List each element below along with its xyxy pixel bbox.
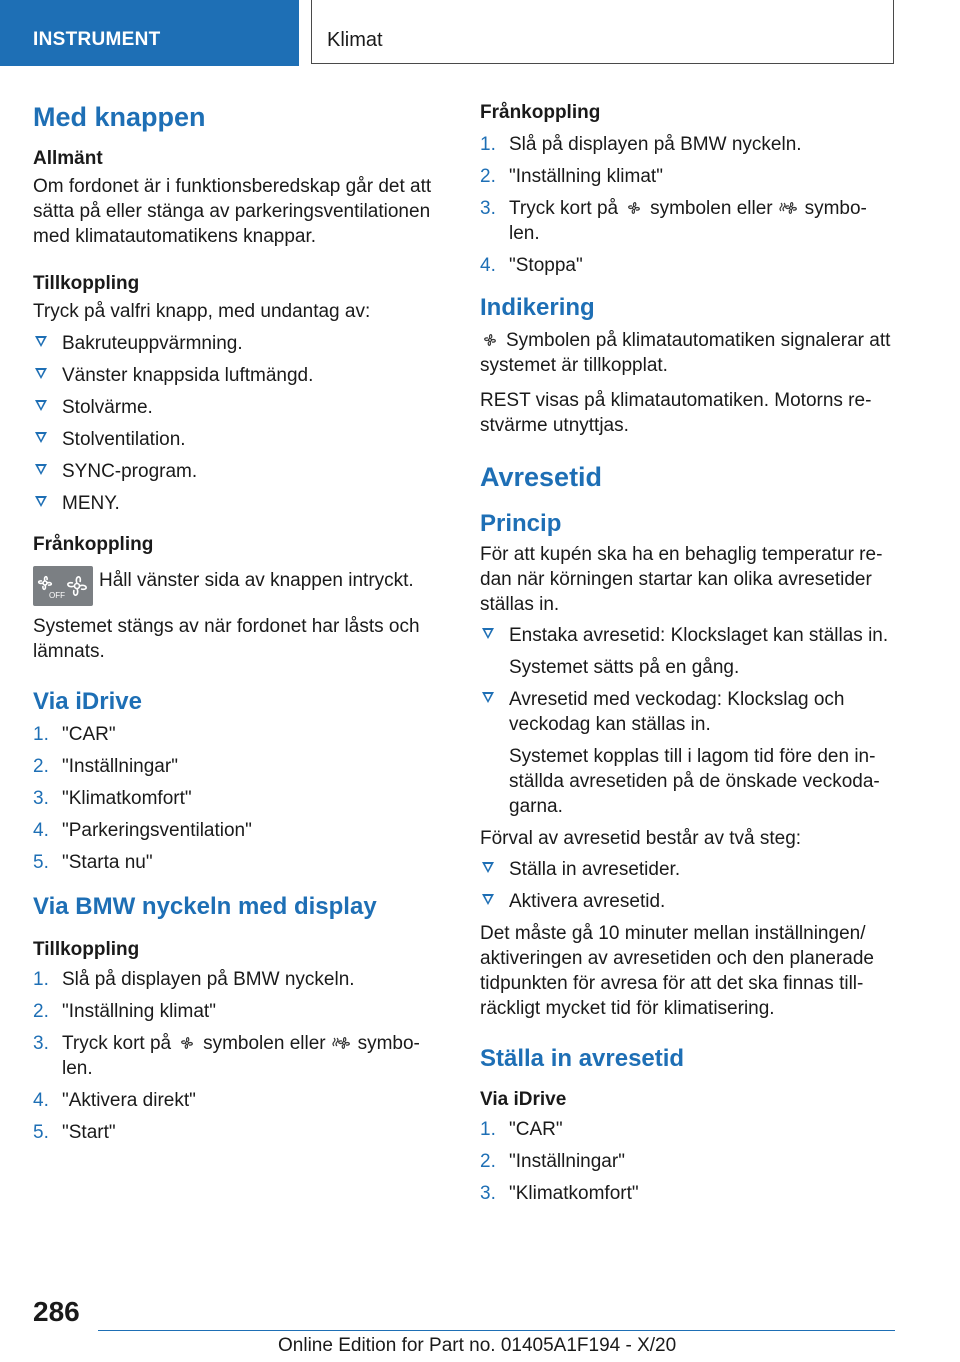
list-item: 1. "CAR" <box>480 1119 563 1140</box>
list-item: Avresetid med veckodag: Klockslag och veckodag kan ställas in. <box>480 687 895 737</box>
heading-allmant: Allmänt <box>33 148 103 169</box>
heading-via-bmw-nyckeln: Via BMW nyckeln med display <box>33 893 377 920</box>
list-item: 5. "Start" <box>33 1122 116 1143</box>
list-item: 2. "Inställning klimat" <box>33 1001 216 1022</box>
list-item: 1. Slå på displayen på BMW nyckeln. <box>33 969 355 990</box>
heading-stalla-in-avresetid: Ställa in avresetid <box>480 1045 685 1072</box>
fan-heat-icon <box>332 1034 352 1052</box>
list-item: 2. "Inställning klimat" <box>480 166 663 187</box>
forval-steps <box>480 857 895 914</box>
triangle-bullet-icon <box>35 400 47 411</box>
button-off-label: OFF <box>49 591 65 600</box>
paragraph-systemet: Systemet stängs av när fordonet har låsts och lämnats. <box>33 616 420 662</box>
list-item-note: Systemet kopplas till i lagom tid före den in-ställda avresetiden på de önskade veckoda-garna. <box>509 746 880 817</box>
right-column <box>480 100 895 1216</box>
heading-frankoppling-right: Frånkoppling <box>480 102 601 123</box>
heading-tillkoppling: Tillkoppling <box>33 273 140 294</box>
fan-icon <box>177 1034 197 1052</box>
heading-frankoppling: Frånkoppling <box>33 534 154 555</box>
list-item: Aktivera avresetid. <box>480 889 895 914</box>
list-item: Vänster knappsida luftmängd. <box>33 363 438 388</box>
triangle-bullet-icon <box>482 894 494 905</box>
paragraph-indikering: Symbolen på klimatautomatiken signalerar att systemet är tillkopplat. <box>480 330 891 376</box>
idrive-steps-right <box>480 1117 895 1206</box>
heading-indikering: Indikering <box>480 294 595 321</box>
paragraph-rest: REST visas på klimatautomatiken. Motorns re-stvärme utnyttjas. <box>480 390 872 436</box>
list-item: Bakruteuppvärmning. <box>33 331 438 356</box>
list-item: 4. "Parkeringsventilation" <box>33 820 252 841</box>
list-item: 3. "Klimatkomfort" <box>480 1183 639 1204</box>
section-tab <box>0 0 299 66</box>
list-item: 1. Slå på displayen på BMW nyckeln. <box>480 134 802 155</box>
edition-text: Online Edition for Part no. 01405A1F194 - X/20 <box>278 1335 677 1356</box>
paragraph-princip: För att kupén ska ha en behaglig temperatur re-dan när körningen startar kan olika avresetider ställas in. <box>480 544 883 615</box>
triangle-bullet-icon <box>35 432 47 443</box>
fan-heat-icon <box>779 199 799 217</box>
triangle-bullet-icon <box>35 464 47 475</box>
heading-med-knappen: Med knappen <box>33 102 206 132</box>
list-item: 2. "Inställningar" <box>480 1151 625 1172</box>
heading-tillkoppling-2: Tillkoppling <box>33 939 140 960</box>
paragraph-det-maste: Det måste gå 10 minuter mellan inställningen/ aktiveringen av avresetiden och den planerade tidpunkten för avresa för att det ska finnas till-räckligt mycket tid för klimatisering. <box>480 923 874 1019</box>
paragraph-frankoppling: Håll vänster sida av knappen intryckt. <box>99 570 414 591</box>
left-column <box>33 100 438 1155</box>
paragraph-forval: Förval av avresetid består av två steg: <box>480 828 802 849</box>
page-header <box>0 0 960 66</box>
chapter-title-box <box>311 0 894 64</box>
list-item-note: Systemet sätts på en gång. <box>509 657 740 678</box>
fan-icon <box>624 199 644 217</box>
list-item: Ställa in avresetider. <box>480 857 895 882</box>
list-item: Stolvärme. <box>33 395 438 420</box>
list-item: 5. "Starta nu" <box>33 852 153 873</box>
heading-via-idrive: Via iDrive <box>33 688 142 715</box>
list-item: Stolventilation. <box>33 427 438 452</box>
list-item: 2. "Inställningar" <box>33 756 178 777</box>
list-item: 3. Tryck kort på symbolen eller symbo-len. <box>33 1033 420 1079</box>
list-item: Enstaka avresetid: Klockslaget kan ställas in. <box>480 623 895 648</box>
list-item: 1. "CAR" <box>33 724 116 745</box>
paragraph-tillkoppling: Tryck på valfri knapp, med undantag av: <box>33 301 371 322</box>
frankoppling-steps <box>480 132 895 278</box>
chapter-title: Klimat <box>327 29 383 51</box>
triangle-bullet-icon <box>482 692 494 703</box>
list-item: 3. Tryck kort på symbolen eller symbo-len. <box>480 198 867 244</box>
list-item: 4. "Aktivera direkt" <box>33 1090 196 1111</box>
triangle-bullet-icon <box>482 862 494 873</box>
avresetid-types <box>480 623 895 819</box>
heading-via-idrive-right: Via iDrive <box>480 1089 567 1110</box>
triangle-bullet-icon <box>482 628 494 639</box>
footer-rule <box>98 1330 895 1331</box>
list-item: MENY. <box>33 491 438 516</box>
bmw-key-steps <box>33 967 438 1145</box>
idrive-steps <box>33 722 438 875</box>
fan-icon <box>480 331 500 349</box>
heading-princip: Princip <box>480 510 562 537</box>
heading-avresetid: Avresetid <box>480 462 603 492</box>
list-item: 4. "Stoppa" <box>480 255 583 276</box>
section-label: INSTRUMENT <box>33 29 161 50</box>
button-off-fan-icon <box>33 566 93 606</box>
triangle-bullet-icon <box>35 368 47 379</box>
paragraph-allmant: Om fordonet är i funktionsberedskap går det att sätta på eller stänga av parkeringsventilationen med klimatautomatikens knappar. <box>33 176 432 247</box>
list-item: SYNC-program. <box>33 459 438 484</box>
list-item: 3. "Klimatkomfort" <box>33 788 192 809</box>
triangle-bullet-icon <box>35 336 47 347</box>
triangle-bullet-icon <box>35 496 47 507</box>
exception-list <box>33 331 438 516</box>
page-number: 286 <box>33 1296 80 1327</box>
